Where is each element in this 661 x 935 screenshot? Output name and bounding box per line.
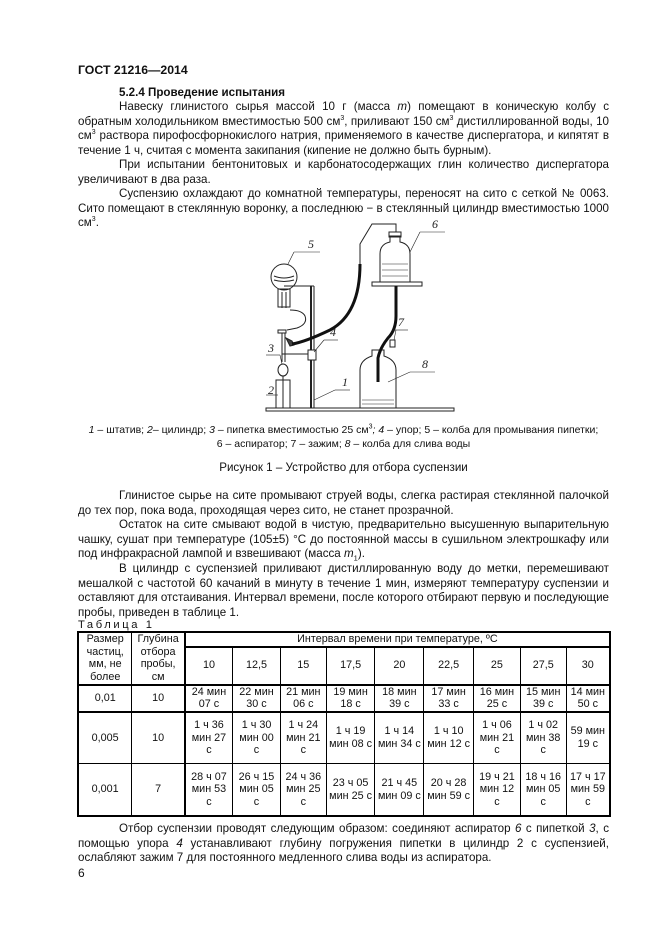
cell-time: 20 ч 28 мин 59 с [424,764,474,816]
text: Суспензию охлаждают до комнатной температуры, переносят на сито с сеткой № 0063. Сито помещают в стеклянную воронку, а последнюю − в стеклянный цилиндр вместимостью 1000 см [78,187,609,230]
table-row [78,764,610,816]
header-temp: 25 [474,647,521,685]
text: ). [357,547,365,561]
figure-legend [78,424,609,451]
header-temp: 22,5 [424,647,474,685]
text: раствора пирофосфорнокислого натрия, применяемого в качестве диспергатора, и кипятят в течение 1 ч, считая с момента закипания (кипение не должно быть бурным). [78,129,609,157]
superscript: 3 [91,216,96,224]
header-sampling-depth: Глубина отбора пробы, см [132,632,185,685]
cell-size: 0,001 [78,764,132,816]
cell-time: 1 ч 06 мин 21 с [474,712,521,764]
text: . [95,216,99,230]
text: 1 [88,424,95,436]
header-temp: 12,5 [233,647,281,685]
cell-time: 1 ч 19 мин 08 с [326,712,375,764]
paragraph-sample-prep [78,100,609,158]
text: – колба для слива воды [350,437,471,450]
superscript: 3 [340,114,345,122]
header-temp: 15 [280,647,326,685]
text: – штатив; [94,424,148,436]
cell-depth: 10 [132,712,185,764]
text: 8 [344,437,351,450]
section-title: 5.2.4 Проведение испытания [119,86,286,99]
header-temp: 20 [375,647,424,685]
figure-label-8: 8 [422,357,428,371]
apparatus-diagram [260,212,460,417]
text: 3 [209,424,215,436]
cell-time: 17 мин 33 с [424,685,474,712]
mass-symbol: m [397,100,408,113]
text: – упор; 5 – колба для промывания пипетки; [384,424,599,436]
cell-time: 18 мин 39 с [375,685,424,712]
text: ) помещают в коническую колбу с обратным холодильником вместимостью 500 см [78,100,609,128]
superscript: 3 [368,423,373,431]
text: 6 – аспиратор; 7 – зажим; [216,437,345,450]
text: с пипеткой [521,822,590,835]
page-number: 6 [78,866,85,880]
cell-depth: 10 [132,685,185,712]
text: 6 [514,822,522,835]
cell-size: 0,01 [78,685,132,712]
cell-time: 24 мин 07 с [185,685,233,712]
header-temp: 17,5 [326,647,375,685]
paragraph-drying [78,518,609,562]
header-particle-size: Размер частиц, мм, не более [78,632,132,685]
text: 3 [589,822,596,835]
document-header: ГОСТ 21216—2014 [78,63,188,77]
cell-time: 23 ч 05 мин 25 с [326,764,375,816]
text: дистиллированной воды, 10 см [78,114,609,143]
cell-time: 1 ч 24 мин 21 с [280,712,326,764]
superscript: 3 [91,129,96,137]
header-temp: 10 [185,647,233,685]
table-label: Таблица 1 [78,619,155,631]
figure-label-4: 4 [330,325,336,339]
figure-label-1: 1 [342,375,348,389]
superscript: 3 [449,114,454,122]
text: 4 [176,836,183,850]
subscript: 1 [353,553,358,563]
cell-time: 1 ч 02 мин 38 с [520,712,566,764]
cell-time: 1 ч 36 мин 27 с [185,712,233,764]
text: – цилиндр; [152,424,210,436]
cell-time: 22 мин 30 с [233,685,281,712]
cell-depth: 7 [132,764,185,816]
figure-label-2: 2 [268,383,274,397]
cell-time: 59 мин 19 с [566,712,610,764]
cell-time: 19 мин 18 с [326,685,375,712]
text: Навеску глинистого сырья массой 10 г (масса [119,100,398,113]
header-temp: 30 [566,647,610,685]
figure-label-5: 5 [308,237,314,251]
cell-time: 15 мин 39 с [520,685,566,712]
cell-time: 26 ч 15 мин 05 с [233,764,281,816]
figure-title: Рисунок 1 – Устройство для отбора суспензии [219,461,468,474]
cell-time: 18 ч 16 мин 05 с [520,764,566,816]
figure-label-3: 3 [268,341,274,355]
cell-time: 16 мин 25 с [474,685,521,712]
cell-time: 1 ч 30 мин 00 с [233,712,281,764]
text: – пипетка вместимостью 25 см [214,424,369,436]
text: ; 4 [372,424,385,436]
text: 2 [147,424,153,436]
cell-size: 0,005 [78,712,132,764]
table-row [78,685,610,712]
paragraph-washing: Глинистое сырье на сите промывают струей воды, слегка растирая стеклянной палочкой до тех пор, пока вода, проходящая через сито, не станет прозрачной. [78,489,609,517]
cell-time: 14 мин 50 с [566,685,610,712]
header-temp: 27,5 [520,647,566,685]
cell-time: 21 ч 45 мин 09 с [375,764,424,816]
sedimentation-time-table [77,631,611,817]
cell-time: 21 мин 06 с [280,685,326,712]
cell-time: 1 ч 10 мин 12 с [424,712,474,764]
cell-time: 1 ч 14 мин 34 с [375,712,424,764]
text: , с помощью упора [78,822,610,850]
text: Отбор суспензии проводят следующим образом: соединяют аспиратор [119,822,515,835]
mass-symbol: m [343,547,354,561]
text: Остаток на сите смывают водой в чистую, предварительно высушенную выпарительную чашку, сушат при температуре (105±5) °С до постоянной массы в сушильном электрошкафу или под инфракрасной лампой и взвешивают (масса [78,518,609,561]
table-row [78,712,610,764]
cell-time: 28 ч 07 мин 53 с [185,764,233,816]
cell-time: 17 ч 17 мин 59 с [566,764,610,816]
paragraph-settling: В цилиндр с суспензией приливают дистиллированную воду до метки, перемешивают мешалкой с частотой 60 качаний в минуту в течение 1 мин, измеряют температуру суспензии и оставляют для отстаивания. Интервал времени, после которого отбирают первую и последующие пробы, приведен в таблице 1. [78,562,609,619]
paragraph-sampling-procedure [78,822,609,866]
paragraph-bentonite: При испытании бентонитовых и карбонатосодержащих глин количество диспергатора увеличивают в два раза. [78,158,609,186]
figure-label-7: 7 [398,315,404,329]
figure-label-6: 6 [432,217,438,231]
header-time-interval: Интервал времени при температуре, ºС [185,632,610,647]
cell-time: 19 ч 21 мин 12 с [474,764,521,816]
text: , приливают 150 см [344,114,450,128]
text: устанавливают глубину погружения пипетки в цилиндр 2 с суспензией, ослабляют зажим 7 для постоянного медленного слива воды из аспиратора. [78,836,609,865]
cell-time: 24 ч 36 мин 25 с [280,764,326,816]
